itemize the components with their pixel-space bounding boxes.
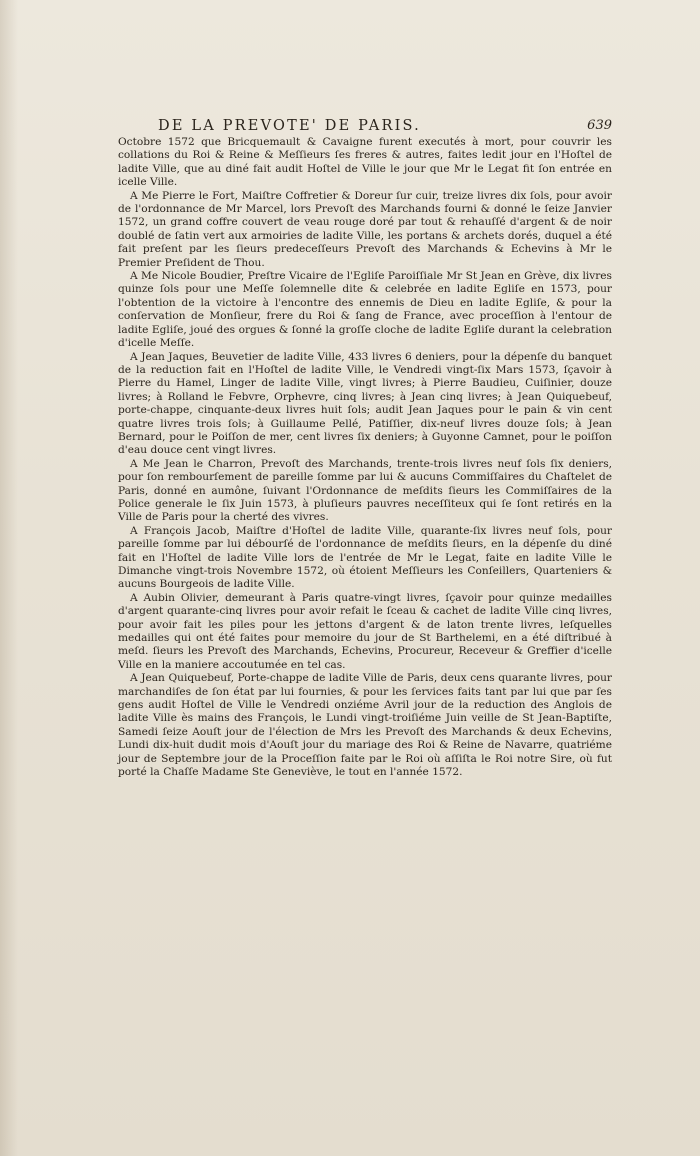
paragraph: A Jean Jaques, Beuvetier de ladite Ville, 433 livres 6 deniers, pour la dépenſe du banquet de la reduction fait en l'Hoſtel de ladite Ville, le Vendredi vingt-ſix Mars 1573, ſçavoir à Pierre du Hamel, Linger de ladite Ville, vingt livres; à Pierre Baudieu, Cuiſinier, douze livres; à Rolland le Febvre, Orphevre, cinq livres; à Jean cinq livres; à Jean Quiquebeuf, porte-chappe, cinquante-deux livres huit ſols; audit Jean Jaques pour le pain & vin cent quatre livres trois ſols; à Guillaume Pellé, Patiſſier, dix-neuf livres douze ſols; à Jean Bernard, pour le Poiſſon de mer, cent livres ſix deniers; à Guyonne Camnet, pour le poiſſon d'eau douce cent vingt livres.: [118, 350, 612, 457]
paragraph: A Jean Quiquebeuf, Porte-chappe de ladite Ville de Paris, deux cens quarante livres, pour marchandiſes de ſon état par lui fournies, & pour les ſervices faits tant par lui que par ſes gens audit Hoſtel de Ville le Vendredi onziéme Avril jour de la reduction des Anglois de ladite Ville ès mains des François, le Lundi vingt-troiſiéme Juin veille de St Jean-Baptiſte, Samedi ſeize Aouſt jour de l'élection de Mrs les Prevoſt des Marchands & deux Echevins, Lundi dix-huit dudit mois d'Aouſt jour du mariage des Roi & Reine de Navarre, quatriéme jour de Septembre jour de la Proceſſion faite par le Roi où aſſiſta le Roi notre Sire, où fut porté la Chaſſe Madame Ste Geneviève, le tout en l'année 1572.: [118, 672, 612, 779]
paragraph: A François Jacob, Maiſtre d'Hoſtel de ladite Ville, quarante-ſix livres neuf ſols, pour pareille ſomme par lui débourſé de l'ordonnance de meſdits ſieurs, en la dépenſe du diné fait en l'Hoſtel de ladite Ville lors de l'entrée de Mr le Legat, faite en ladite Ville le Dimanche vingt-trois Novembre 1572, où étoient Meſſieurs les Conſeillers, Quarteniers & aucuns Bourgeois de ladite Ville.: [118, 524, 612, 591]
paragraph: A Aubin Olivier, demeurant à Paris quatre-vingt livres, ſçavoir pour quinze medailles d'argent quarante-cinq livres pour avoir refait le ſceau & cachet de ladite Ville cinq livres, pour avoir fait les piles pour les jettons d'argent & de laton trente livres, leſquelles medailles qui ont été faites pour memoire du jour de St Barthelemi, en a été diſtribué à meſd. ſieurs les Prevoſt des Marchands, Echevins, Procureur, Receveur & Greffier d'icelle Ville en la maniere accoutumée en tel cas.: [118, 591, 612, 671]
page-header: [118, 118, 612, 138]
paragraph: Octobre 1572 que Bricquemault & Cavaigne furent executés à mort, pour couvrir les collations du Roi & Reine & Meſſieurs ſes freres & autres, faites ledit jour en l'Hoſtel de ladite Ville, que au diné fait audit Hoſtel de Ville le jour que Mr le Legat fit ſon entrée en icelle Ville.: [118, 136, 612, 189]
body-text: [118, 136, 612, 780]
paragraph: A Me Pierre le Fort, Maiſtre Coffretier & Doreur ſur cuir, treize livres dix ſols, pour avoir de l'ordonnance de Mr Marcel, lors Prevoſt des Marchands fourni & donné le ſeize Janvier 1572, un grand coffre couvert de veau rouge doré par tout & rehauſſé d'argent & de noir doublé de ſatin vert aux armoiries de ladite Ville, les portans & archets dorés, duquel a été fait preſent par les ſieurs predeceſſeurs Prevoſt des Marchands & Echevins à Mr le Premier Preſident de Thou.: [118, 189, 612, 269]
paragraph: A Me Nicole Boudier, Preſtre Vicaire de l'Egliſe Paroiſſiale Mr St Jean en Grève, dix livres quinze ſols pour une Meſſe ſolemnelle dite & celebrée en ladite Egliſe en 1573, pour l'obtention de la victoire à l'encontre des ennemis de Dieu en ladite Egliſe, & pour la conſervation de Monſieur, frere du Roi & ſang de France, avec proceſſion à l'entour de ladite Egliſe, joué des orgues & ſonné la groſſe cloche de ladite Egliſe durant la celebration d'icelle Meſſe.: [118, 270, 612, 350]
paragraph: A Me Jean le Charron, Prevoſt des Marchands, trente-trois livres neuf ſols ſix deniers, pour ſon rembourſement de pareille ſomme par lui & aucuns Commiſſaires du Chaſtelet de Paris, donné en aumône, ſuivant l'Ordonnance de meſdits ſieurs les Commiſſaires de la Police generale le ſix Juin 1573, à pluſieurs pauvres neceſſiteux qui ſe ſont retirés en la Ville de Paris pour la cherté des vivres.: [118, 457, 612, 524]
running-head: DE LA PREVOTE' DE PARIS.: [158, 118, 421, 134]
page-number: 639: [587, 118, 612, 133]
